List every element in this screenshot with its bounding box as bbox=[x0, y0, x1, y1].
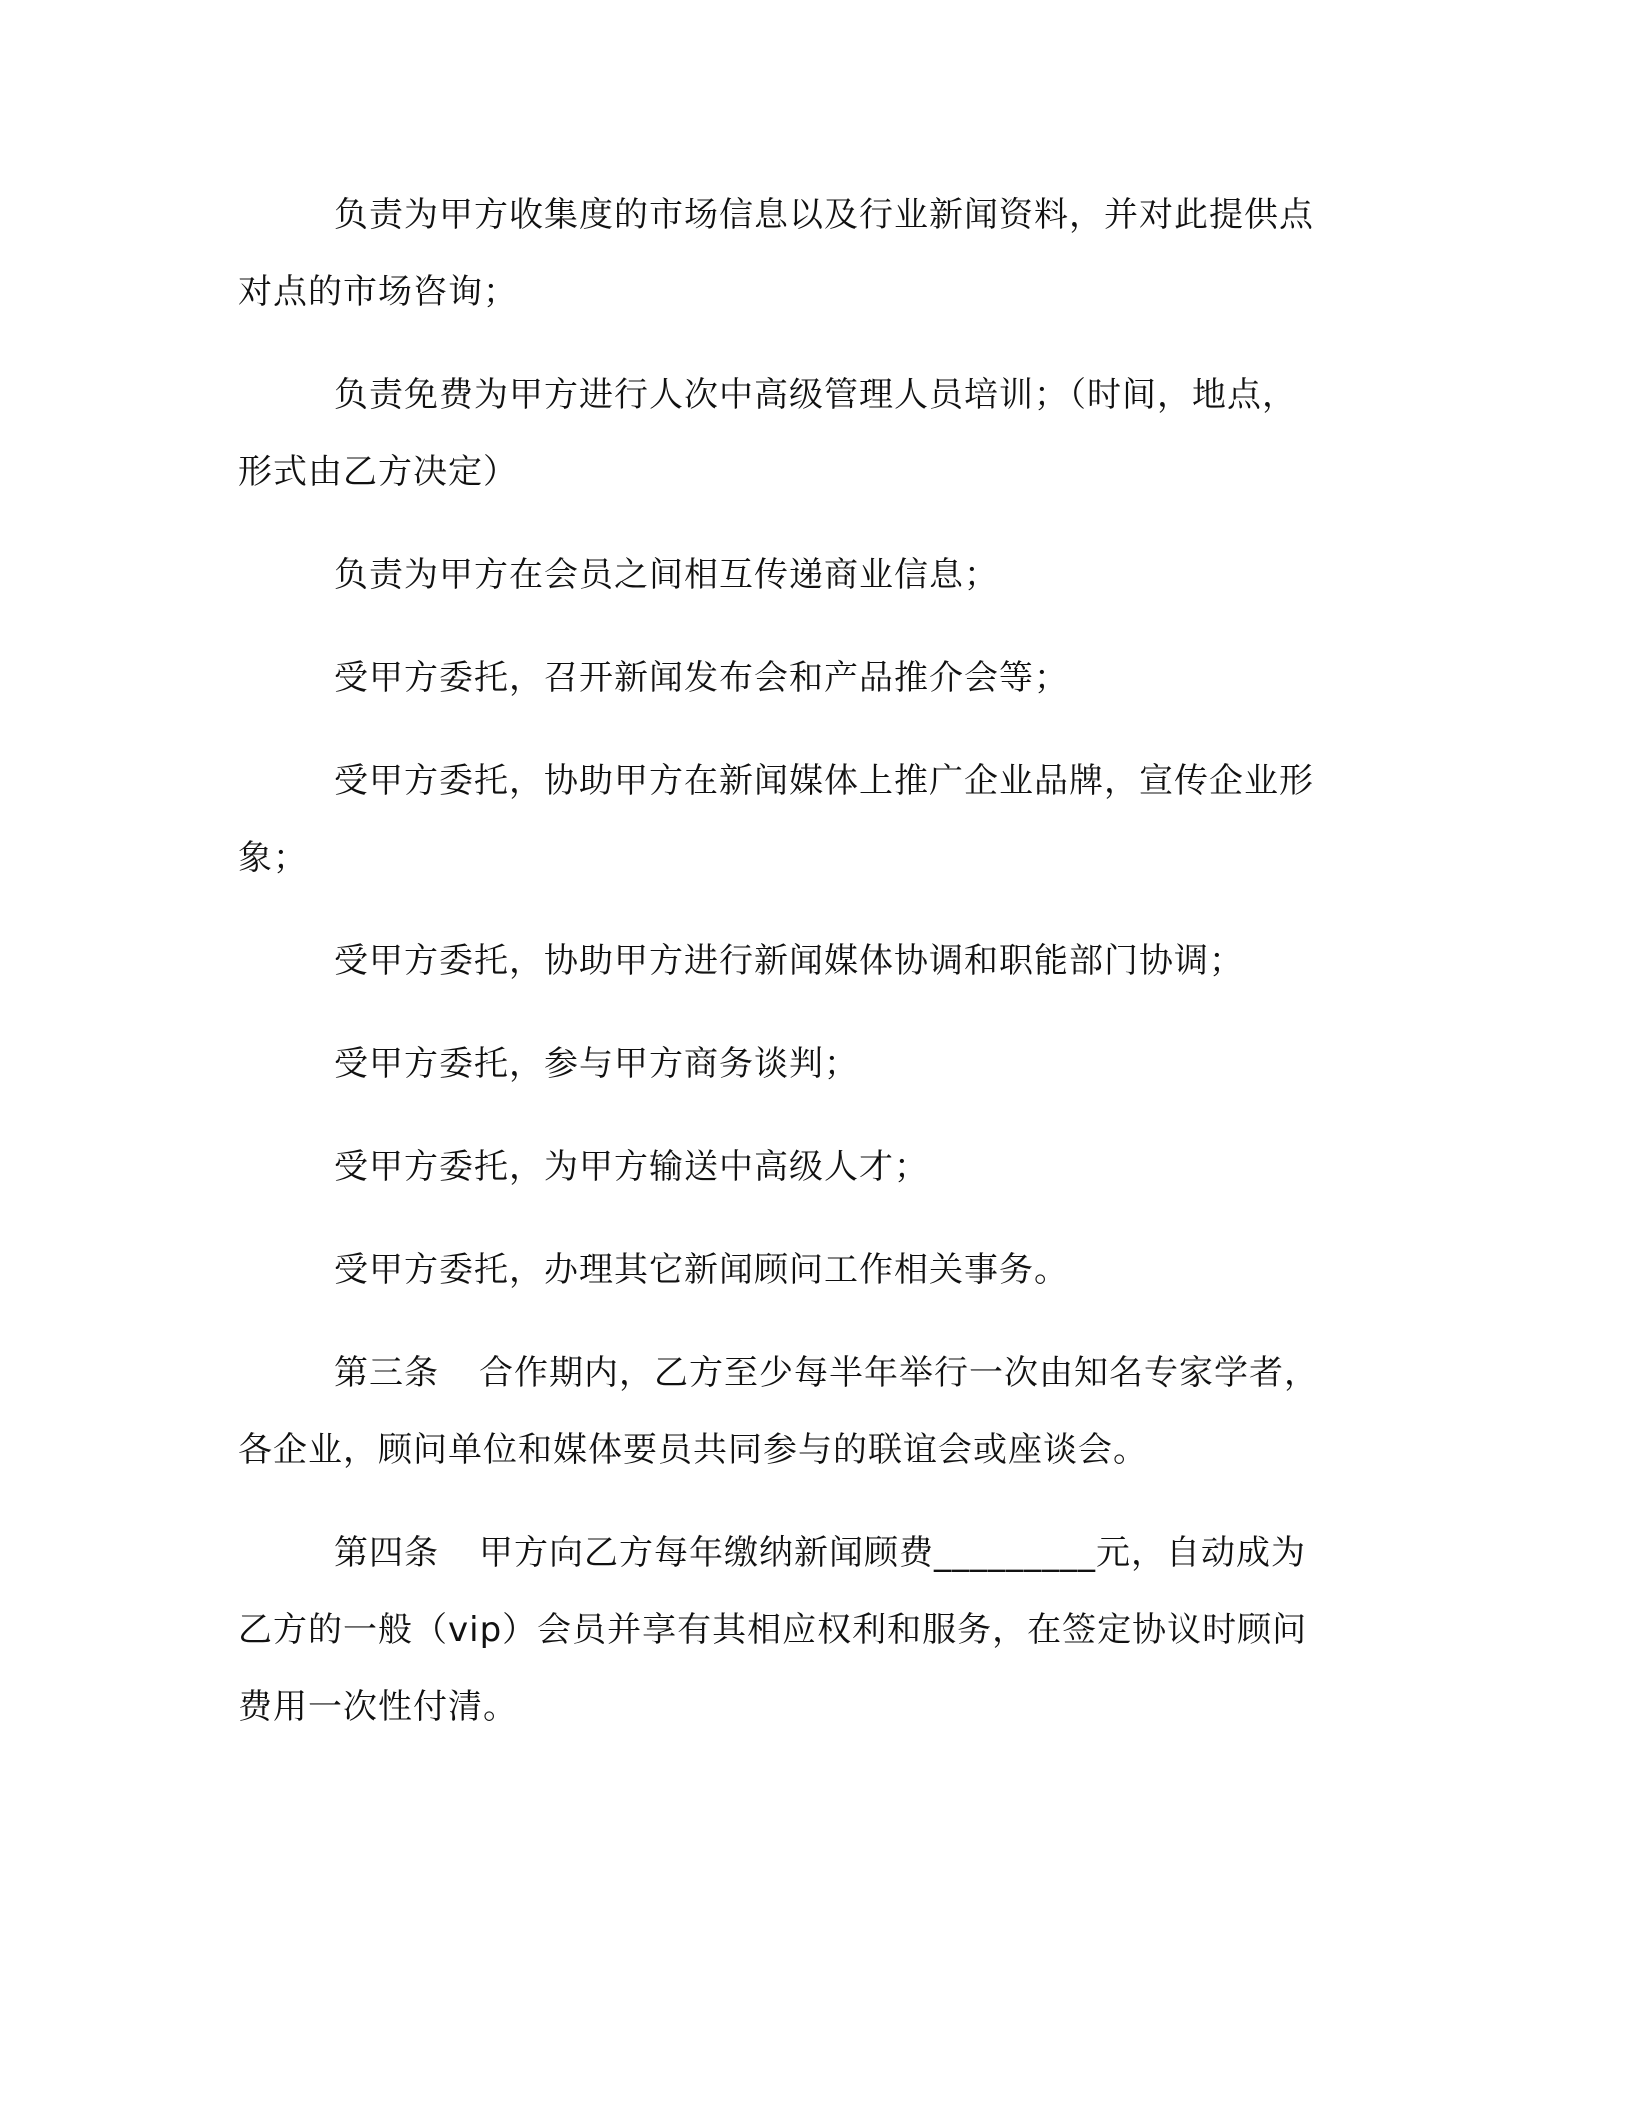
article-3 bbox=[238, 1335, 1373, 1489]
paragraph-talent bbox=[238, 1129, 1373, 1206]
article-3-line-1 bbox=[238, 1335, 1373, 1412]
paragraph-line: 受甲方委托，协助甲方进行新闻媒体协调和职能部门协调； bbox=[334, 941, 1244, 981]
article-4-line-1 bbox=[238, 1515, 1373, 1592]
article-3-text: 合作期内，乙方至少每半年举行一次由知名专家学者， bbox=[479, 1353, 1319, 1393]
article-4-heading: 第四条 bbox=[334, 1533, 439, 1573]
article-3-line-2: 各企业，顾问单位和媒体要员共同参与的联谊会或座谈会。 bbox=[238, 1430, 1148, 1470]
article-4-text-after: 元，自动成为 bbox=[1096, 1533, 1306, 1573]
paragraph-media-coordination bbox=[238, 923, 1373, 1000]
paragraph-other-affairs bbox=[238, 1232, 1373, 1309]
paragraph-negotiation bbox=[238, 1026, 1373, 1103]
article-4-line-3: 费用一次性付清。 bbox=[238, 1687, 518, 1727]
paragraph-business-info bbox=[238, 537, 1373, 614]
paragraph-line: 受甲方委托，召开新闻发布会和产品推介会等； bbox=[334, 658, 1069, 698]
paragraph-line: 受甲方委托，协助甲方在新闻媒体上推广企业品牌，宣传企业形 bbox=[334, 761, 1314, 801]
paragraph-training bbox=[238, 357, 1373, 511]
paragraph-line: 负责为甲方在会员之间相互传递商业信息； bbox=[334, 555, 999, 595]
paragraph-line: 受甲方委托，参与甲方商务谈判； bbox=[334, 1044, 859, 1084]
article-4-line-2: 乙方的一般（vip）会员并享有其相应权利和服务，在签定协议时顾问 bbox=[238, 1610, 1308, 1650]
paragraph-line: 受甲方委托，办理其它新闻顾问工作相关事务。 bbox=[334, 1250, 1069, 1290]
paragraph-press-conference bbox=[238, 640, 1373, 717]
paragraph-line: 受甲方委托，为甲方输送中高级人才； bbox=[334, 1147, 929, 1187]
paragraph-line: 形式由乙方决定） bbox=[238, 452, 518, 492]
paragraph-line: 象； bbox=[238, 838, 308, 878]
article-4-text: 甲方向乙方每年缴纳新闻顾费 bbox=[479, 1533, 934, 1573]
paragraph-brand-promotion bbox=[238, 743, 1373, 897]
paragraph-market-info bbox=[238, 177, 1373, 331]
paragraph-line: 负责免费为甲方进行人次中高级管理人员培训；（时间，地点， bbox=[334, 375, 1297, 415]
paragraph-line: 对点的市场咨询； bbox=[238, 272, 518, 312]
fee-blank: _________ bbox=[934, 1533, 1096, 1573]
article-3-heading: 第三条 bbox=[334, 1353, 439, 1393]
article-4 bbox=[238, 1515, 1373, 1746]
paragraph-line: 负责为甲方收集度的市场信息以及行业新闻资料，并对此提供点 bbox=[334, 195, 1314, 235]
